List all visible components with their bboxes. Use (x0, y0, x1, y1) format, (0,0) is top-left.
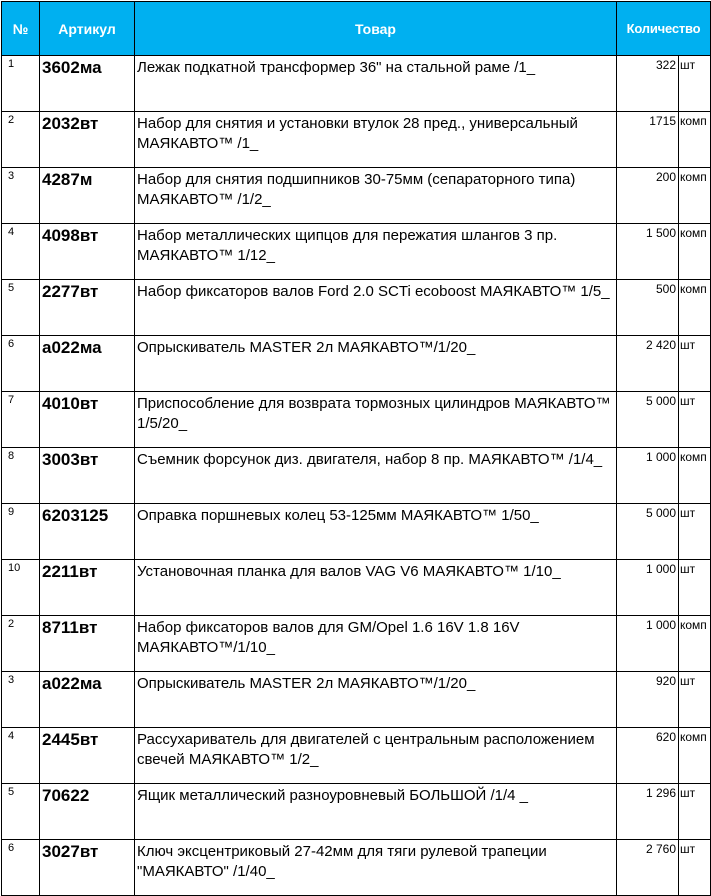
article-cell[interactable]: 2032вт (40, 112, 135, 168)
table-row (2, 392, 711, 448)
article-cell[interactable]: 3003вт (40, 448, 135, 504)
article-cell[interactable]: 2445вт (40, 728, 135, 784)
row-number-cell[interactable]: 4 (2, 728, 40, 784)
quantity-cell[interactable]: 920 (617, 672, 679, 728)
quantity-cell[interactable]: 1 500 (617, 224, 679, 280)
row-number-cell[interactable]: 7 (2, 392, 40, 448)
article-cell[interactable]: 3602ма (40, 56, 135, 112)
quantity-cell[interactable]: 500 (617, 280, 679, 336)
product-name-cell[interactable]: Оправка поршневых колец 53-125мм МАЯКАВТО™ 1/50_ (135, 504, 617, 560)
product-name-cell[interactable]: Приспособление для возврата тормозных цилиндров МАЯКАВТО™ 1/5/20_ (135, 392, 617, 448)
quantity-cell[interactable]: 1 296 (617, 784, 679, 840)
table-row (2, 448, 711, 504)
row-number-cell[interactable]: 6 (2, 840, 40, 896)
product-name-cell[interactable]: Набор металлических щипцов для пережатия шлангов 3 пр. МАЯКАВТО™ 1/12_ (135, 224, 617, 280)
article-cell[interactable]: а022ма (40, 672, 135, 728)
product-name-cell[interactable]: Рассухариватель для двигателей с центральным расположением свечей МАЯКАВТО™ 1/2_ (135, 728, 617, 784)
row-number-cell[interactable]: 3 (2, 168, 40, 224)
unit-cell[interactable]: комп (679, 728, 711, 784)
row-number-cell[interactable]: 4 (2, 224, 40, 280)
row-number-cell[interactable]: 5 (2, 784, 40, 840)
column-header-product[interactable]: Товар (135, 2, 617, 56)
article-cell[interactable]: 4287м (40, 168, 135, 224)
table-row (2, 616, 711, 672)
table-row (2, 672, 711, 728)
product-name-cell[interactable]: Набор для снятия подшипников 30-75мм (сепараторного типа) МАЯКАВТО™ /1/2_ (135, 168, 617, 224)
unit-cell[interactable]: комп (679, 224, 711, 280)
unit-cell[interactable]: шт (679, 672, 711, 728)
row-number-cell[interactable]: 6 (2, 336, 40, 392)
table-row (2, 728, 711, 784)
row-number-cell[interactable]: 9 (2, 504, 40, 560)
unit-cell[interactable]: шт (679, 560, 711, 616)
unit-cell[interactable]: шт (679, 392, 711, 448)
article-cell[interactable]: 3027вт (40, 840, 135, 896)
table-row (2, 56, 711, 112)
table-row (2, 784, 711, 840)
unit-cell[interactable]: шт (679, 336, 711, 392)
quantity-cell[interactable]: 2 760 (617, 840, 679, 896)
row-number-cell[interactable]: 3 (2, 672, 40, 728)
article-cell[interactable]: 8711вт (40, 616, 135, 672)
column-header-num[interactable]: № (2, 2, 40, 56)
product-name-cell[interactable]: Ящик металлический разноуровневый БОЛЬШОЙ /1/4 _ (135, 784, 617, 840)
quantity-cell[interactable]: 322 (617, 56, 679, 112)
quantity-cell[interactable]: 1 000 (617, 616, 679, 672)
table-row (2, 168, 711, 224)
unit-cell[interactable]: комп (679, 280, 711, 336)
table-row (2, 840, 711, 896)
row-number-cell[interactable]: 2 (2, 616, 40, 672)
product-name-cell[interactable]: Опрыскиватель MASTER 2л МАЯКАВТО™/1/20_ (135, 672, 617, 728)
column-header-quantity[interactable]: Количество (617, 2, 711, 56)
article-cell[interactable]: 6203125 (40, 504, 135, 560)
quantity-cell[interactable]: 200 (617, 168, 679, 224)
table-row (2, 336, 711, 392)
column-header-article[interactable]: Артикул (40, 2, 135, 56)
product-name-cell[interactable]: Съемник форсунок диз. двигателя, набор 8 пр. МАЯКАВТО™ /1/4_ (135, 448, 617, 504)
article-cell[interactable]: 4010вт (40, 392, 135, 448)
unit-cell[interactable]: комп (679, 112, 711, 168)
row-number-cell[interactable]: 2 (2, 112, 40, 168)
product-name-cell[interactable]: Набор фиксаторов валов для GM/Opel 1.6 16V 1.8 16V МАЯКАВТО™/1/10_ (135, 616, 617, 672)
unit-cell[interactable]: шт (679, 784, 711, 840)
quantity-cell[interactable]: 5 000 (617, 504, 679, 560)
table-row (2, 224, 711, 280)
unit-cell[interactable]: комп (679, 616, 711, 672)
table-body (2, 56, 711, 896)
product-name-cell[interactable]: Набор фиксаторов валов Ford 2.0 SCTi ecoboost МАЯКАВТО™ 1/5_ (135, 280, 617, 336)
row-number-cell[interactable]: 5 (2, 280, 40, 336)
table-row (2, 504, 711, 560)
products-table (1, 1, 711, 896)
unit-cell[interactable]: комп (679, 168, 711, 224)
table-row (2, 560, 711, 616)
table-row (2, 280, 711, 336)
article-cell[interactable]: 70622 (40, 784, 135, 840)
quantity-cell[interactable]: 5 000 (617, 392, 679, 448)
row-number-cell[interactable]: 8 (2, 448, 40, 504)
article-cell[interactable]: 4098вт (40, 224, 135, 280)
header-row (2, 2, 711, 56)
row-number-cell[interactable]: 1 (2, 56, 40, 112)
product-name-cell[interactable]: Опрыскиватель MASTER 2л МАЯКАВТО™/1/20_ (135, 336, 617, 392)
table-row (2, 112, 711, 168)
unit-cell[interactable]: шт (679, 56, 711, 112)
quantity-cell[interactable]: 620 (617, 728, 679, 784)
unit-cell[interactable]: комп (679, 448, 711, 504)
article-cell[interactable]: 2277вт (40, 280, 135, 336)
product-name-cell[interactable]: Лежак подкатной трансформер 36" на стальной раме /1_ (135, 56, 617, 112)
article-cell[interactable]: а022ма (40, 336, 135, 392)
quantity-cell[interactable]: 2 420 (617, 336, 679, 392)
unit-cell[interactable]: шт (679, 840, 711, 896)
row-number-cell[interactable]: 10 (2, 560, 40, 616)
quantity-cell[interactable]: 1 000 (617, 560, 679, 616)
product-name-cell[interactable]: Ключ эксцентриковый 27-42мм для тяги рулевой трапеции "МАЯКАВТО" /1/40_ (135, 840, 617, 896)
quantity-cell[interactable]: 1 000 (617, 448, 679, 504)
product-name-cell[interactable]: Установочная планка для валов VAG V6 МАЯКАВТО™ 1/10_ (135, 560, 617, 616)
article-cell[interactable]: 2211вт (40, 560, 135, 616)
quantity-cell[interactable]: 1715 (617, 112, 679, 168)
unit-cell[interactable]: шт (679, 504, 711, 560)
product-name-cell[interactable]: Набор для снятия и установки втулок 28 пред., универсальный МАЯКАВТО™ /1_ (135, 112, 617, 168)
